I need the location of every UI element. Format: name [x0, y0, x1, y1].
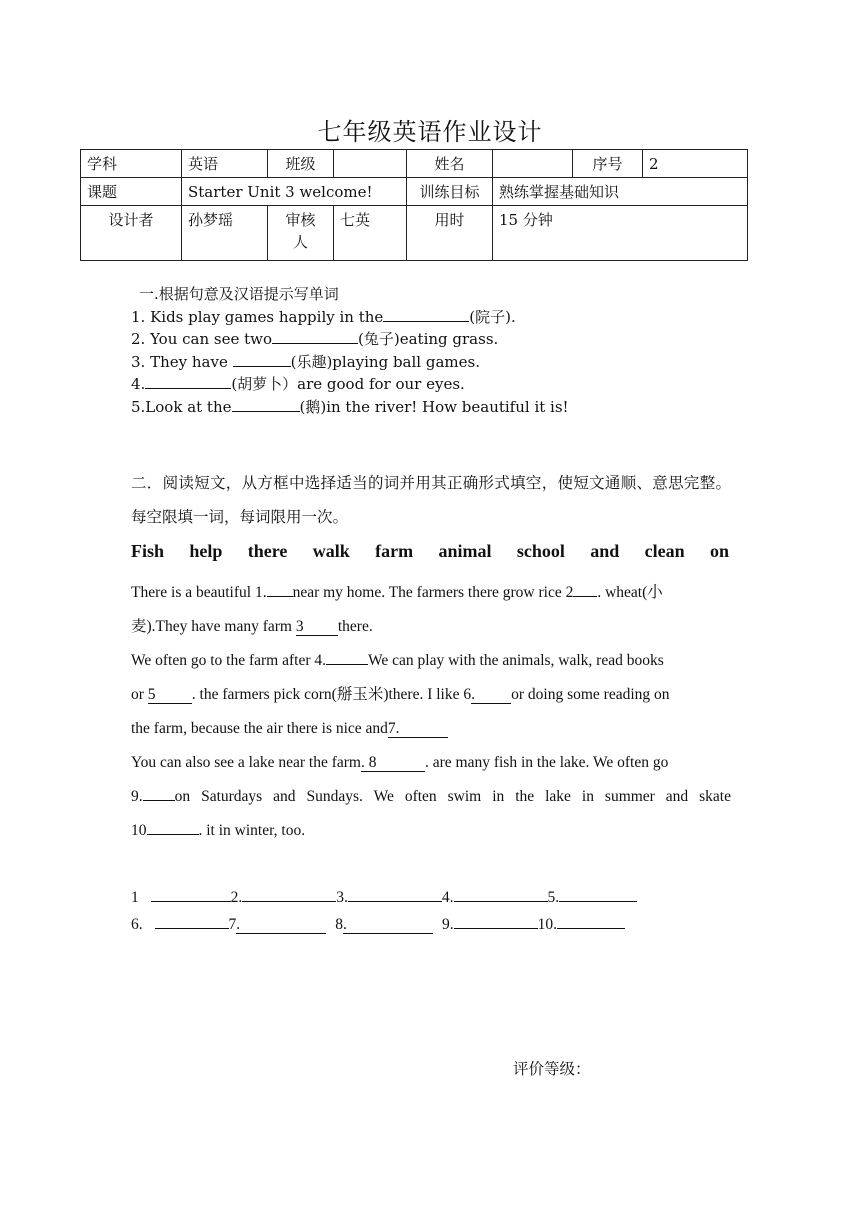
answer-blank[interactable] — [559, 887, 637, 902]
goal-label: 训练目标 — [407, 178, 493, 206]
answer-blank[interactable] — [155, 914, 229, 929]
section-1-heading: 一.根据句意及汉语提示写单词 — [139, 285, 339, 303]
answer-blank[interactable] — [454, 914, 538, 929]
subject-label: 学科 — [81, 150, 182, 178]
word-bank-item: clean — [644, 541, 685, 561]
blank-10[interactable] — [147, 820, 199, 835]
blank-7[interactable] — [388, 721, 448, 738]
answer-number: 8 — [335, 916, 343, 933]
blank-5-number: 5 — [147, 686, 156, 703]
word-bank-item: Fish — [131, 541, 165, 561]
passage-text: . are many fish in the lake. We often go — [424, 754, 669, 771]
word-bank-item: school — [516, 541, 565, 561]
passage-text: . the farmers pick corn(掰玉米)there. I like 6 — [191, 686, 472, 703]
passage-text: We often go to the farm after 4. — [131, 652, 327, 669]
reviewer-label-line2: 人 — [292, 233, 308, 251]
blank-4[interactable] — [326, 650, 368, 665]
answer-blank[interactable] — [272, 329, 358, 344]
subject-value: 英语 — [182, 150, 268, 178]
answer-blank[interactable] — [233, 352, 291, 367]
answer-number: 9. — [442, 916, 454, 933]
passage-text: near my home. The farmers there grow rice 2 — [292, 584, 574, 601]
blank-6[interactable] — [471, 687, 511, 704]
page-title: 七年级英语作业设计 — [317, 118, 543, 146]
blank-6-dot: . — [471, 686, 475, 703]
answer-blank[interactable] — [383, 307, 469, 322]
answer-blank[interactable] — [232, 397, 300, 412]
name-field[interactable] — [493, 150, 573, 178]
word-bank-item: and — [590, 541, 620, 561]
question-2 — [131, 328, 569, 351]
blank-8[interactable] — [361, 755, 425, 772]
reviewer-label-line1: 审核 — [285, 211, 316, 229]
passage-text: or doing some reading on — [511, 686, 670, 703]
passage-line — [131, 746, 731, 780]
answer-number: 1 — [131, 889, 143, 906]
blank-8-number: . 8 — [360, 754, 377, 771]
blank-2[interactable] — [573, 582, 597, 597]
answer-blank[interactable] — [151, 887, 231, 902]
section-1 — [131, 283, 569, 418]
answer-blank[interactable] — [454, 887, 548, 902]
time-label: 用时 — [407, 206, 493, 261]
answer-blank[interactable] — [145, 374, 231, 389]
topic-value: Starter Unit 3 welcome! — [182, 178, 407, 206]
section-2-heading: 二．阅读短文，从方框中选择适当的词并用其正确形式填空，使短文通顺、意思完整。每空限填一词，每词限用一次。 — [131, 474, 731, 526]
passage-line — [131, 576, 731, 610]
passage-text: there. — [337, 618, 373, 635]
passage-text: the farm, because the air there is nice and — [131, 720, 388, 737]
info-table — [80, 149, 748, 261]
answer-blank[interactable] — [242, 887, 336, 902]
answer-number: 10. — [537, 916, 557, 933]
topic-label: 课题 — [81, 178, 182, 206]
question-4 — [131, 373, 569, 396]
reviewer-label — [268, 206, 334, 261]
answer-blank[interactable] — [236, 917, 326, 934]
question-1 — [131, 306, 569, 329]
reviewer-value: 七英 — [334, 206, 407, 261]
passage-line — [131, 678, 731, 712]
name-label: 姓名 — [407, 150, 493, 178]
answer-number: 6. — [131, 916, 147, 933]
passage-line — [131, 780, 731, 814]
passage-text: 10 — [131, 822, 147, 839]
answer-number: 2. — [230, 889, 243, 906]
blank-9[interactable] — [143, 786, 175, 801]
question-1-hint: (院子). — [469, 307, 516, 326]
designer-label: 设计者 — [81, 206, 182, 261]
passage-text: . wheat(小 — [597, 584, 663, 601]
word-bank-item: on — [709, 541, 729, 561]
word-bank-item: help — [189, 541, 223, 561]
question-3 — [131, 351, 569, 374]
word-bank-item: there — [247, 541, 288, 561]
answer-number: 4. — [441, 889, 454, 906]
question-3-hint: (乐趣)playing ball games. — [290, 352, 480, 371]
answer-lines — [131, 884, 637, 938]
answer-dot: . — [236, 916, 241, 933]
answer-number: 7 — [228, 916, 237, 933]
blank-7-number: 7. — [387, 720, 400, 737]
question-1-text: 1. Kids play games happily in the — [131, 307, 384, 326]
answer-number: 3. — [336, 889, 348, 906]
blank-5[interactable] — [148, 687, 192, 704]
question-5-hint: (鹅)in the river! How beautiful it is! — [299, 397, 569, 416]
question-2-hint: (兔子)eating grass. — [358, 330, 499, 348]
class-field[interactable] — [334, 150, 407, 178]
answer-row-2 — [131, 911, 637, 938]
question-3-text: 3. They have — [131, 352, 233, 371]
passage-text: We can play with the animals, walk, read books — [368, 652, 664, 669]
passage-line — [131, 814, 731, 848]
question-2-text: 2. You can see two — [131, 330, 273, 348]
passage-text: There is a beautiful 1. — [131, 584, 267, 601]
word-bank — [131, 541, 729, 562]
goal-value: 熟练掌握基础知识 — [493, 178, 748, 206]
question-5 — [131, 396, 569, 419]
passage-text: . it in winter, too. — [198, 822, 306, 839]
word-bank-item: animal — [438, 541, 492, 561]
reading-passage — [131, 576, 731, 848]
passage-line — [131, 644, 731, 678]
answer-blank[interactable] — [557, 914, 625, 929]
question-4-hint: (胡萝卜）are good for our eyes. — [231, 375, 465, 393]
evaluation-label: 评价等级： — [513, 1060, 591, 1078]
serial-label: 序号 — [573, 150, 643, 178]
passage-text: 9. — [131, 788, 143, 805]
word-bank-item: walk — [312, 541, 350, 561]
passage-line — [131, 610, 731, 644]
passage-line — [131, 712, 731, 746]
answer-blank[interactable] — [348, 887, 442, 902]
passage-text: You can also see a lake near the farm — [131, 754, 361, 771]
answer-blank[interactable] — [343, 917, 433, 934]
blank-3-number: 3 — [295, 618, 304, 635]
class-label: 班级 — [268, 150, 334, 178]
answer-dot: . — [343, 916, 347, 933]
serial-value: 2 — [643, 150, 748, 178]
passage-text: or — [131, 686, 148, 703]
passage-text: 麦).They have many farm — [131, 618, 296, 635]
blank-3[interactable] — [296, 619, 338, 636]
blank-1[interactable] — [267, 582, 293, 597]
passage-text: on Saturdays and Sundays. We often swim in the lake in summer and skate — [174, 788, 731, 805]
word-bank-item: farm — [375, 541, 414, 561]
time-value: 15 分钟 — [493, 206, 748, 261]
answer-number: 5. — [547, 889, 560, 906]
answer-row-1 — [131, 884, 637, 911]
designer-value: 孙梦瑶 — [182, 206, 268, 261]
question-4-text: 4. — [131, 375, 146, 393]
question-5-text: 5.Look at the — [131, 397, 232, 416]
